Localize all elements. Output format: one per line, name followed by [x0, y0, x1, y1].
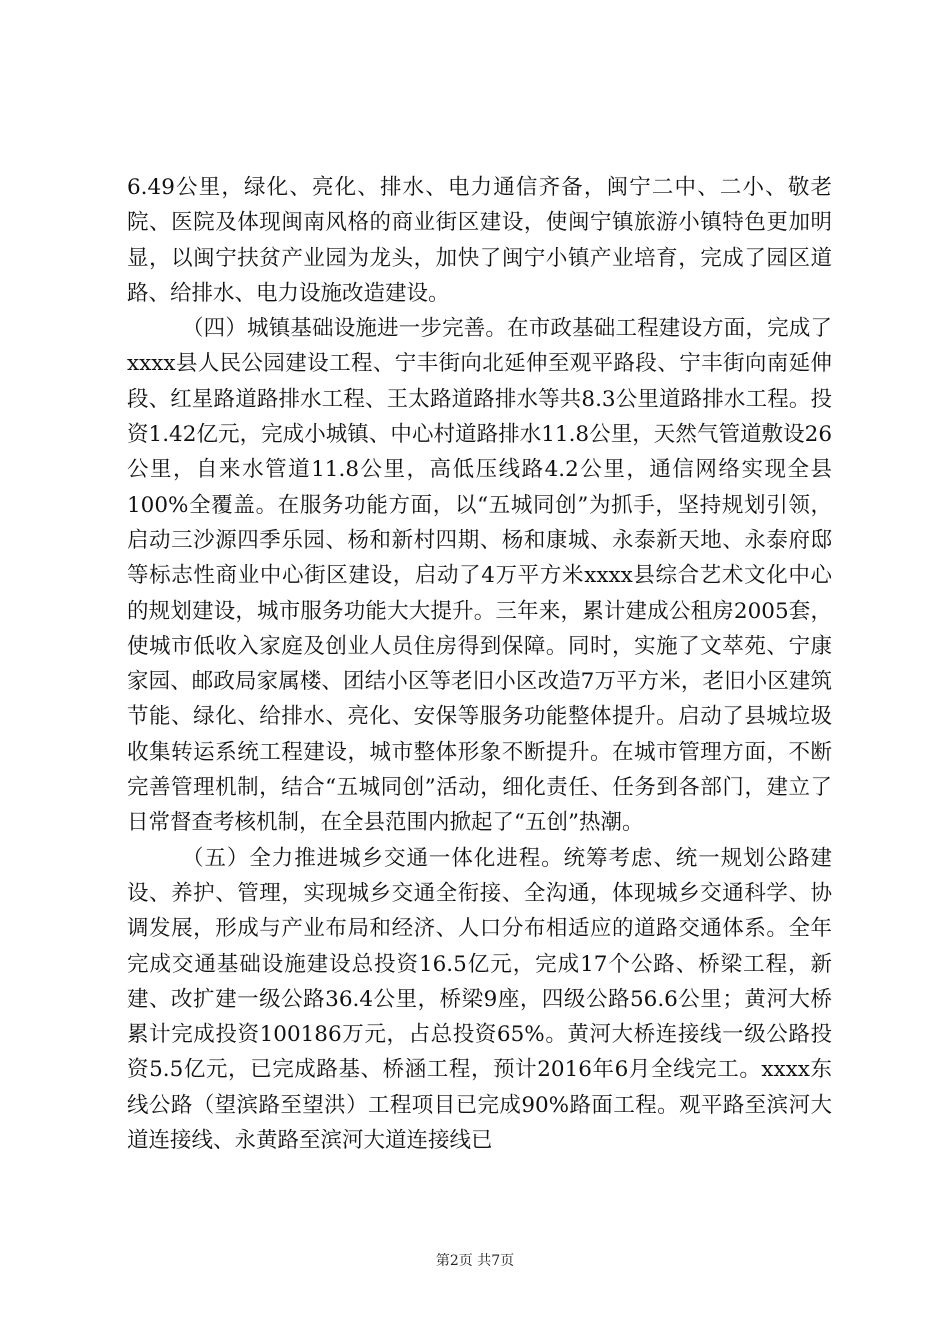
paragraph-section-5: （五）全力推进城乡交通一体化进程。统筹考虑、统一规划公路建设、养护、管理，实现城乡交通全衔接、全沟通，体现城乡交通科学、协调发展，形成与产业布局和经济、人口分布相适应的道路交通体系。全年完成交通基础设施建设总投资16.5亿元，完成17个公路、桥梁工程，新建、改扩建一级公路36.4公里，桥梁9座，四级公路56.6公里；黄河大桥累计完成投资100186万元，占总投资65%。黄河大桥连接线一级公路投资5.5亿元，已完成路基、桥涵工程，预计2016年6月全线完工。xxxx东线公路（望滨路至望洪）工程项目已完成90%路面工程。观平路至滨河大道连接线、永黄路至滨河大道连接线已 — [127, 845, 832, 1154]
page-number-footer: 第2页 共7页 — [435, 1253, 515, 1269]
paragraph-continued: 6.49公里，绿化、亮化、排水、电力通信齐备，闽宁二中、二小、敬老院、医院及体现闽南风格的商业街区建设，使闽宁镇旅游小镇特色更加明显，以闽宁扶贫产业园为龙头，加快了闽宁小镇产业培育，完成了园区道路、给排水、电力设施改造建设。 — [127, 175, 832, 306]
paragraph-section-4: （四）城镇基础设施进一步完善。在市政基础工程建设方面，完成了xxxx县人民公园建设工程、宁丰街向北延伸至观平路段、宁丰街向南延伸段、红星路道路排水工程、王太路道路排水等共8.3公里道路排水工程。投资1.42亿元，完成小城镇、中心村道路排水11.8公里，天然气管道敷设26公里，自来水管道11.8公里，高低压线路4.2公里，通信网络实现全县100%全覆盖。在服务功能方面，以“五城同创”为抓手，坚持规划引领，启动三沙源四季乐园、杨和新村四期、杨和康城、永泰新天地、永泰府邸等标志性商业中心街区建设，启动了4万平方米xxxx县综合艺术文化中心的规划建设，城市服务功能大大提升。三年来，累计建成公租房2005套，使城市低收入家庭及创业人员住房得到保障。同时，实施了文萃苑、宁康家园、邮政局家属楼、团结小区等老旧小区改造7万平方米，老旧小区建筑节能、绿化、给排水、亮化、安保等服务功能整体提升。启动了县城垃圾收集转运系统工程建设，城市整体形象不断提升。在城市管理方面，不断完善管理机制，结合“五城同创”活动，细化责任、任务到各部门，建立了日常督查考核机制，在全县范围内掀起了“五创”热潮。 — [127, 316, 832, 836]
body-text — [127, 170, 832, 1158]
